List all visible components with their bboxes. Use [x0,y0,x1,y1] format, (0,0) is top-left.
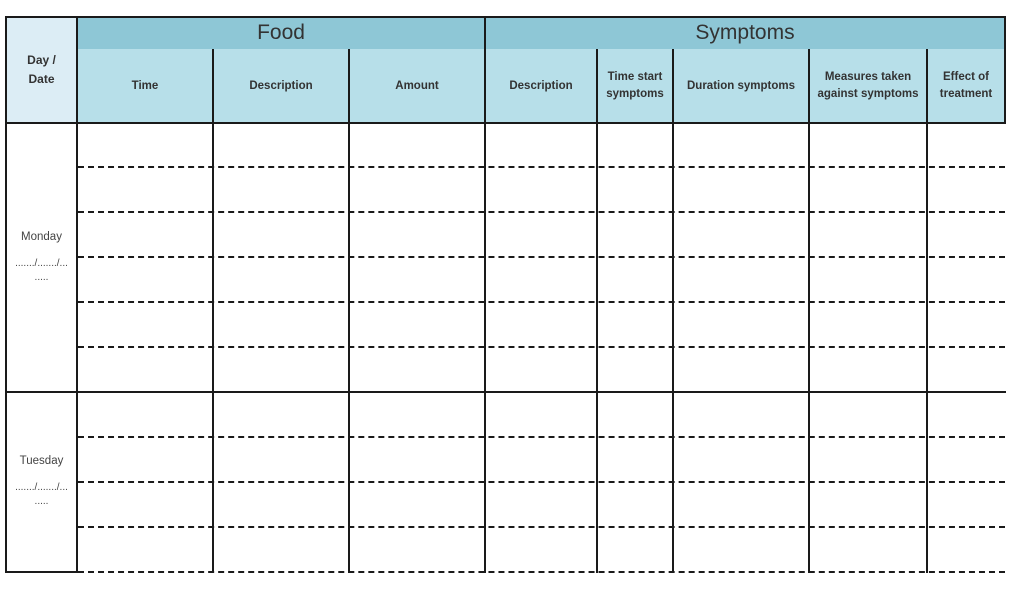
date-blank-line: ..... [34,271,49,283]
column-divider [348,49,350,573]
symptoms-group-title: Symptoms [695,21,795,44]
header-bottom-border [5,122,1006,124]
food-description-header: Description [249,79,313,92]
day-date-bottom-border [5,571,78,573]
day-name: Tuesday [19,455,64,467]
table-top-border [5,16,1006,18]
column-divider [212,49,214,573]
date-blank-line: ......./......./... [15,482,68,493]
food-group-title: Food [257,21,305,44]
day-cell-tuesday [6,393,77,571]
column-divider [808,49,810,573]
symptom-description-header: Description [509,79,573,92]
symptom-duration-header: Duration symptoms [687,79,795,92]
day-cell-monday [6,124,77,391]
day-date-header: Day / Date [27,53,56,86]
date-blank-line: ......./......./... [15,257,68,269]
entry-row-line [78,166,1005,168]
column-divider [926,49,928,573]
column-divider [596,49,598,573]
entry-row-line [78,256,1005,258]
day-separator-line-right [349,391,1006,393]
symptom-time-start-header: Time start symptoms [606,71,664,100]
symptom-effect-header: Effect of treatment [939,71,993,100]
day-name: Monday [21,230,62,243]
date-blank-line: ..... [34,496,49,507]
entry-row-line [78,481,1005,483]
food-amount-header: Amount [395,79,439,92]
column-divider [672,49,674,573]
entry-row-line [78,211,1005,213]
entry-row-line [78,346,1005,348]
food-time-header: Time [131,79,159,92]
entry-row-line [78,526,1005,528]
entry-row-line [78,301,1005,303]
entry-row-line [78,436,1005,438]
food-symptoms-divider [484,16,486,573]
table-right-border [1004,16,1006,124]
entry-row-line [78,571,1005,573]
symptom-measures-header: Measures taken against symptoms [817,71,919,100]
